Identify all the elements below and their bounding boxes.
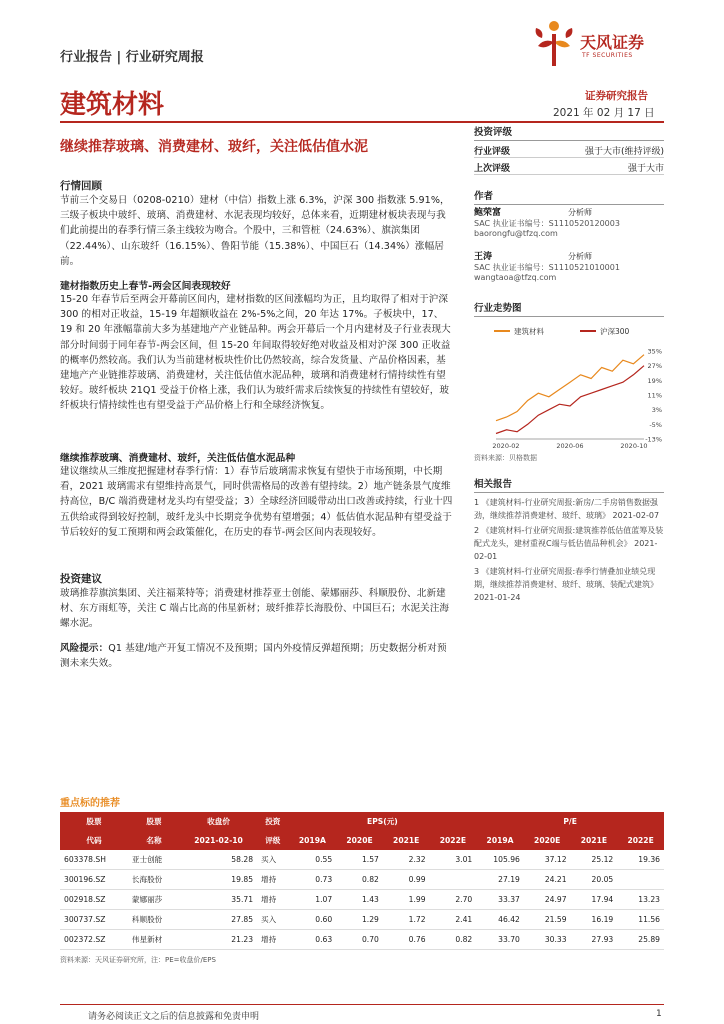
table-row (60, 870, 664, 890)
y-tick-label: 27% (647, 362, 662, 371)
th-rating2: 评级 (257, 831, 289, 850)
related-reports (474, 476, 664, 604)
table-cell: 35.71 (231, 895, 254, 904)
th-price: 收盘价 (180, 812, 257, 831)
table-cell: 37.12 (544, 855, 567, 864)
table-cell: 105.96 (493, 855, 520, 864)
author-role: 分析师 (568, 252, 592, 261)
trend-chart (474, 321, 664, 451)
author (474, 208, 664, 248)
table-cell: 17.94 (591, 895, 614, 904)
table-row (60, 890, 664, 910)
section-recommendation (60, 450, 454, 540)
section-body: 玻璃推荐旗滨集团、关注福莱特等；消费建材推荐亚士创能、蒙娜丽莎、科顺股份、北新建材、东方雨虹等，关注 C 端占比高的伟星新材；玻纤推荐长海股份、中国巨石；水泥关注海螺水泥。 (60, 588, 450, 630)
section-heading: 建材指数历史上春节-两会区间表现较好 (60, 281, 231, 292)
table-cell: 买入 (261, 855, 277, 864)
table-cell: 13.23 (638, 895, 660, 904)
logo-flower-icon (532, 20, 576, 68)
author-sac: SAC 执业证书编号：S1110520120003 (474, 218, 620, 228)
table-cell: 58.28 (231, 855, 254, 864)
report-category: 行业报告 | 行业研究周报 (60, 50, 204, 65)
section-body: 15-20 年春节后至两会开幕前区间内，建材指数的区间涨幅均为正，且均取得了相对于沪深 300 的相对正收益，15-19 年超额收益在 2%-5%之间，20 年达 17%。子板块中，17、19 和 20 年涨幅靠前大多为基建地产产业链品种。两会开幕后一个月内建材及子行业表现大部分时间弱于同年春节-两会区间，但 15-20 年间取得较好绝对收益及相对沪深 300 正收益的概率仍然较高。我们认为当前建材板块性价比仍然较高，综合发货量、产品价格因素，基建地产产业链推荐玻璃、消费建材，关注低估值水泥品种，玻璃和消费建材行情持续性有望较好。玻纤板块 21Q1 受益于价格上涨，我们认为玻纤需求后续恢复的持续性有望较好，玻纤板块行情持续性也有望受益于产品价格上行和全球经济恢复。 (60, 294, 451, 412)
related-item[interactable]: 2 《建筑材料-行业研究周报:建筑推荐低估值蓝筹及装配式龙头，建材重视C端与低估值品种机会》 2021-02-01 (474, 526, 664, 561)
table-cell: 增持 (261, 875, 277, 884)
related-heading: 相关报告 (474, 476, 664, 493)
th-year: 2020E (524, 831, 571, 850)
section-heading: 行情回顾 (60, 180, 102, 192)
th-name: 名称 (128, 831, 180, 850)
footer-disclaimer: 请务必阅读正文之后的信息披露和免责申明 (88, 1012, 260, 1022)
th-eps: EPS(元) (289, 812, 477, 831)
table-cell: 16.19 (591, 915, 614, 924)
table-cell: 21.23 (231, 935, 254, 944)
rating-block (474, 124, 664, 175)
section-investment-advice (60, 571, 454, 632)
stock-table (60, 812, 664, 950)
section-heading: 投资建议 (60, 573, 102, 585)
logo-sub: TF SECURITIES (582, 52, 633, 59)
table-cell (430, 870, 477, 890)
legend-label: 沪深300 (600, 327, 630, 336)
table-cell: 0.63 (315, 935, 333, 944)
table-cell: 1.99 (408, 895, 426, 904)
table-cell: 24.97 (544, 895, 567, 904)
th-year: 2020E (336, 831, 383, 850)
rating-heading: 投资评级 (474, 124, 664, 141)
chart-source: 资料来源：贝格数据 (474, 454, 537, 462)
rating-value: 强于大市 (627, 164, 664, 174)
table-cell: 0.60 (315, 915, 333, 924)
authors-heading: 作者 (474, 188, 664, 205)
th-code: 代码 (60, 831, 128, 850)
table-cell: 27.85 (231, 915, 254, 924)
table-cell: 增持 (261, 935, 277, 944)
section-market-review (60, 178, 454, 269)
report-title: 继续推荐玻璃、消费建材、玻纤，关注低估值水泥 (60, 139, 368, 155)
table-cell: 亚士创能 (131, 855, 163, 864)
author-role: 分析师 (568, 208, 592, 217)
th-date: 2021-02-10 (180, 831, 257, 850)
th-year: 2021E (571, 831, 618, 850)
stock-table-source: 资料来源：天风证券研究所，注：PE=收盘价/EPS (60, 956, 216, 964)
stock-table-block (60, 794, 664, 965)
authors-block (474, 188, 664, 292)
y-tick-label: 19% (647, 376, 662, 385)
section-index-history (60, 278, 454, 414)
th-year: 2019A (289, 831, 337, 850)
table-cell: 0.82 (361, 875, 379, 884)
table-cell: 002372.SZ (64, 935, 106, 944)
table-cell: 603378.SH (64, 855, 106, 864)
table-row (60, 850, 664, 870)
author (474, 252, 664, 292)
table-cell: 0.82 (455, 935, 473, 944)
section-body: 节前三个交易日（0208-0210）建材（中信）指数上涨 6.3%，沪深 300 指数涨 5.91%，三级子板块中玻纤、玻璃、消费建材、水泥表现均较好，总体来看，近期建材板块表现与我们此前提出的春季行情三条主线较为吻合。个股中，三和管桩（24.63%）、旗滨集团（22.44%）、山东玻纤（16.15%）、鲁阳节能（15.38%）、中国巨石（14.34%）涨幅居前。 (60, 195, 450, 267)
table-cell: 0.70 (361, 935, 379, 944)
series-line-沪深300 (496, 366, 644, 434)
table-cell: 25.12 (591, 855, 614, 864)
author-name: 鲍荣富 (474, 208, 502, 218)
report-date: 2021 年 02 月 17 日 (553, 107, 655, 119)
related-item[interactable]: 3 《建筑材料-行业研究周报:春季行情叠加业绩兑现期，继续推荐消费建材、玻纤、玻璃、装配式建筑》 2021-01-24 (474, 567, 658, 602)
table-cell: 19.85 (231, 875, 254, 884)
rating-label: 行业评级 (474, 147, 511, 157)
table-cell: 长海股份 (131, 875, 163, 884)
trend-chart-block (474, 300, 664, 463)
table-cell: 增持 (261, 895, 277, 904)
table-cell: 1.43 (361, 895, 379, 904)
table-cell: 002918.SZ (64, 895, 106, 904)
table-cell: 33.70 (498, 935, 520, 944)
table-cell: 20.05 (591, 875, 614, 884)
stock-table-heading: 重点标的推荐 (60, 798, 120, 809)
section-body: 建议继续从三维度把握建材春季行情：1）春节后玻璃需求恢复有望快于市场预期，中长期看，2021 玻璃需求有望维持高景气，同时供需格局的改善有望持续。2）地产链条景气度维持高位，B/C 端消费建材龙头均有望受益；3）全球经济回暖带动出口改善或持续，行业十四五供给或得到较好控制，玻纤龙头中长期竞争优势有望增强；4）低估值水泥品种有望受益于节后较好的复工预期和两会政策催化，在历史的春节-两会区间内表现较好。 (60, 466, 453, 538)
rating-label: 上次评级 (474, 164, 511, 174)
x-tick-label: 2020-10 (620, 442, 648, 450)
author-email[interactable]: baorongfu@tfzq.com (474, 229, 558, 238)
chart-title: 行业走势图 (474, 300, 664, 317)
table-cell: 300737.SZ (64, 915, 106, 924)
table-cell: 1.57 (361, 855, 379, 864)
table-cell: 0.76 (408, 935, 426, 944)
table-row (60, 930, 664, 950)
table-cell: 1.29 (361, 915, 379, 924)
th-year: 2019A (476, 831, 524, 850)
table-cell: 2.70 (455, 895, 473, 904)
table-cell: 21.59 (544, 915, 567, 924)
table-cell: 0.55 (315, 855, 333, 864)
table-cell: 30.33 (544, 935, 567, 944)
table-cell: 19.36 (638, 855, 660, 864)
th-year: 2021E (383, 831, 430, 850)
logo (532, 20, 662, 70)
y-tick-label: 35% (647, 347, 662, 356)
th-year: 2022E (430, 831, 477, 850)
table-cell: 0.99 (408, 875, 426, 884)
table-cell: 11.56 (638, 915, 660, 924)
table-cell: 33.37 (498, 895, 520, 904)
y-tick-label: -5% (649, 420, 662, 429)
table-cell: 伟星新材 (131, 935, 163, 944)
th-stock: 股票 (60, 812, 128, 831)
table-cell: 46.42 (498, 915, 520, 924)
industry-title: 建筑材料 (60, 90, 165, 120)
table-cell: 300196.SZ (64, 875, 106, 884)
table-cell: 买入 (261, 915, 277, 924)
risk-text: Q1 基建/地产开复工情况不及预期；国内外疫情反弹超预期；历史数据分析对预测未来失效。 (60, 643, 447, 670)
y-tick-label: 3% (651, 406, 662, 415)
table-cell (617, 870, 664, 890)
table-cell: 27.93 (591, 935, 614, 944)
table-cell: 科顺股份 (131, 915, 163, 924)
table-cell: 1.72 (408, 915, 426, 924)
table-cell: 3.01 (455, 855, 473, 864)
rating-row (474, 158, 664, 175)
th-rating: 投资 (257, 812, 289, 831)
x-tick-label: 2020-06 (556, 442, 584, 450)
table-cell: 27.19 (498, 875, 520, 884)
table-cell: 2.32 (408, 855, 426, 864)
footer-rule (60, 1004, 664, 1005)
series-line-建筑材料 (496, 355, 644, 421)
risk-warning (60, 641, 454, 671)
page-number: 1 (656, 1009, 662, 1019)
th-pe: P/E (476, 812, 664, 831)
rating-value: 强于大市(维持评级) (584, 147, 664, 157)
th-stock: 股票 (128, 812, 180, 831)
table-cell: 24.21 (544, 875, 567, 884)
table-row (60, 910, 664, 930)
report-type: 证券研究报告 (585, 90, 648, 102)
table-cell: 2.41 (455, 915, 473, 924)
table-cell: 蒙娜丽莎 (131, 895, 163, 904)
table-cell: 1.07 (315, 895, 333, 904)
section-heading: 继续推荐玻璃、消费建材、玻纤，关注低估值水泥品种 (60, 453, 296, 464)
table-cell: 25.89 (638, 935, 660, 944)
y-tick-label: -13% (645, 435, 662, 444)
author-sac: SAC 执业证书编号：S1110521010001 (474, 262, 620, 272)
x-tick-label: 2020-02 (492, 442, 520, 450)
logo-name: 天风证券 (580, 33, 645, 52)
author-name: 王涛 (474, 252, 493, 262)
risk-label: 风险提示： (60, 643, 109, 654)
rating-row (474, 141, 664, 158)
header-rule (60, 121, 664, 123)
table-cell: 0.73 (315, 875, 333, 884)
author-email[interactable]: wangtaoa@tfzq.com (474, 273, 557, 282)
legend-label: 建筑材料 (514, 327, 544, 336)
th-year: 2022E (617, 831, 664, 850)
y-tick-label: 11% (647, 391, 662, 400)
related-item[interactable]: 1 《建筑材料-行业研究周报:新房/二手房销售数据强劲，继续推荐消费建材、玻纤、玻璃》 2021-02-07 (474, 498, 660, 520)
